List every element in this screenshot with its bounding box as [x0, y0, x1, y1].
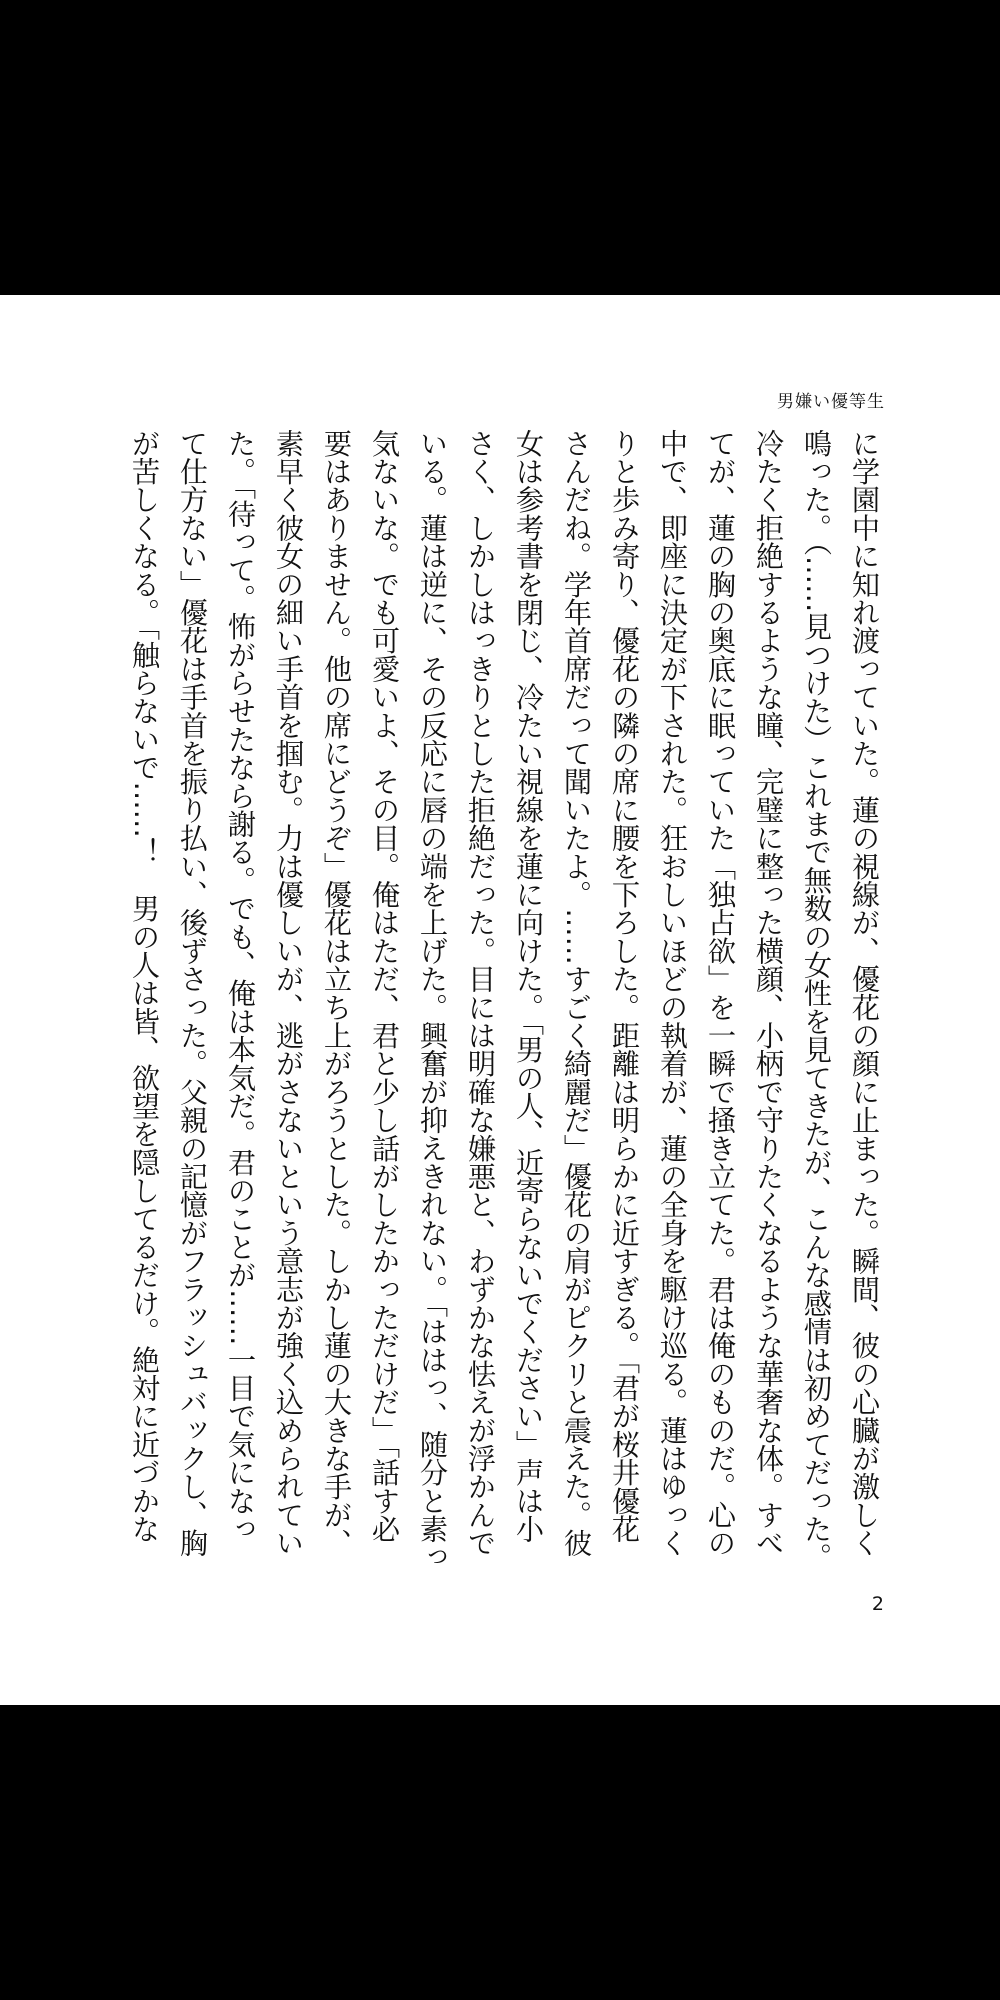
text-column: いる。蓮は逆に、その反応に唇の端を上げた。興奮が抑えきれない。「ははっ、随分と素っ [416, 429, 449, 1572]
text-column: が苦しくなる。「触らないで……！ 男の人は皆、欲望を隠してるだけ。絶対に近づかな [128, 429, 161, 1543]
text-column: に学園中に知れ渡っていた。蓮の視線が、優花の顔に止まった。瞬間、彼の心臓が激しく [848, 429, 881, 1557]
text-column: りと歩み寄り、優花の隣の席に腰を下ろした。距離は明らかに近すぎる。「君が桜井優花 [608, 429, 641, 1543]
text-column: さんだね。学年首席だって聞いたよ。……すごく綺麗だ」優花の肩がピクリと震えた。彼 [560, 429, 593, 1557]
text-column: 鳴った。（……見つけた）これまで無数の女性を見てきたが、こんな感情は初めてだった。 [800, 429, 833, 1572]
running-header-title: 男嫌い優等生 [777, 392, 885, 412]
text-column: さく、しかしはっきりとした拒絶だった。目には明確な嫌悪と、わずかな怯えが浮かんで [464, 429, 497, 1557]
text-column: 気ないな。でも可愛いよ、その目。俺はただ、君と少し話がしたかっただけだ」「話す必 [368, 429, 401, 1543]
page-number: 2 [871, 1593, 884, 1615]
book-page[interactable] [0, 295, 1000, 1705]
text-column: 中で、即座に決定が下された。狂おしいほどの執着が、蓮の全身を駆け巡る。蓮はゆっく [656, 429, 689, 1558]
text-column: 女は参考書を閉じ、冷たい視線を蓮に向けた。「男の人、近寄らないでください」声は小 [512, 429, 545, 1543]
text-column: 要はありません。他の席にどうぞ」優花は立ち上がろうとした。しかし蓮の大きな手が、 [320, 429, 353, 1557]
text-column: て仕方ない」優花は手首を振り払い、後ずさった。父親の記憶がフラッシュバックし、胸 [176, 429, 209, 1557]
text-column: 冷たく拒絶するような瞳、完璧に整った横顔、小柄で守りたくなるような華奢な体。すべ [752, 429, 785, 1557]
text-column: た。「待って。怖がらせたなら謝る。でも、俺は本気だ。君のことが……一目で気になっ [224, 429, 257, 1543]
vertical-body-text [128, 429, 888, 1572]
text-column: てが、蓮の胸の奥底に眠っていた「独占欲」を一瞬で掻き立てた。君は俺のものだ。心の [704, 429, 737, 1557]
text-column: 素早く彼女の細い手首を掴む。力は優しいが、逃がさないという意志が強く込められてい [272, 429, 305, 1557]
